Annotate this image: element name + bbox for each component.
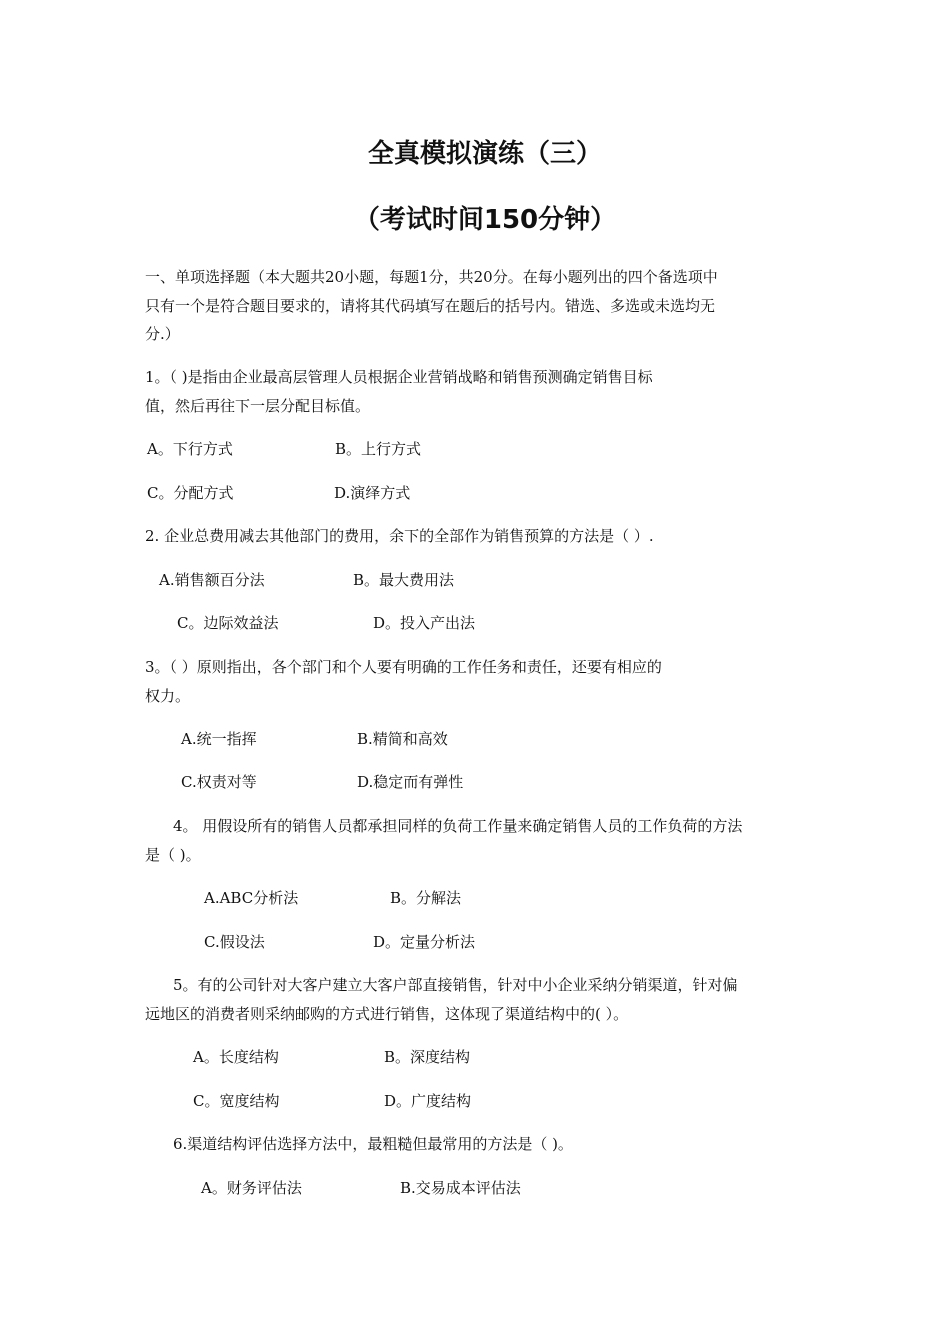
- question-1-option-c: C。分配方式: [147, 484, 234, 502]
- document-title: 全真模拟演练（三）: [367, 139, 602, 169]
- question-5-option-c: C。宽度结构: [193, 1092, 280, 1110]
- question-6-option-b: B.交易成本评估法: [400, 1179, 521, 1197]
- question-1-option-a: A。下行方式: [147, 440, 233, 458]
- question-2-option-a: A.销售额百分法: [159, 571, 265, 589]
- question-2-option-c: C。边际效益法: [177, 614, 279, 632]
- question-4-option-c: C.假设法: [204, 933, 265, 951]
- question-1-option-b: B。上行方式: [335, 440, 422, 458]
- question-3-stem-line-1: 3。（ ）原则指出，各个部门和个人要有明确的工作任务和责任，还要有相应的: [145, 658, 662, 676]
- document-subtitle: （考试时间150分钟）: [353, 205, 617, 235]
- question-6-stem-line-1: 6.渠道结构评估选择方法中，最粗糙但最常用的方法是（ )。: [173, 1135, 573, 1153]
- question-6-option-a: A。财务评估法: [201, 1179, 302, 1197]
- question-5-option-d: D。广度结构: [384, 1092, 472, 1110]
- question-3-option-d: D.稳定而有弹性: [357, 773, 464, 791]
- question-5-stem-line-1: 5。有的公司针对大客户建立大客户部直接销售，针对中小企业采纳分销渠道，针对偏: [173, 976, 738, 994]
- question-4-option-d: D。定量分析法: [373, 933, 476, 951]
- question-4-stem-line-1: 4。 用假设所有的销售人员都承担同样的负荷工作量来确定销售人员的工作负荷的方法: [173, 817, 743, 835]
- question-5-option-b: B。深度结构: [384, 1048, 471, 1066]
- question-2-stem-line-1: 2. 企业总费用减去其他部门的费用，余下的全部作为销售预算的方法是（ ）.: [145, 527, 654, 545]
- section-heading-line-1: 一、单项选择题（本大题共20小题，每题1分，共20分。在每小题列出的四个备选项中: [145, 268, 718, 286]
- question-4-option-a: A.ABC分析法: [204, 889, 299, 907]
- question-1-stem-line-2: 值，然后再往下一层分配目标值。: [145, 397, 371, 415]
- question-3-stem-line-2: 权力。: [145, 687, 191, 705]
- question-4-option-b: B。分解法: [390, 889, 462, 907]
- question-3-option-a: A.统一指挥: [181, 730, 257, 748]
- question-1-option-d: D.演绎方式: [334, 484, 411, 502]
- question-3-option-c: C.权责对等: [181, 773, 257, 791]
- question-1-stem-line-1: 1。（ )是指由企业最高层管理人员根据企业营销战略和销售预测确定销售目标: [145, 368, 653, 386]
- question-5-option-a: A。长度结构: [193, 1048, 279, 1066]
- section-heading-line-3: 分.）: [145, 325, 180, 343]
- question-3-option-b: B.精简和高效: [357, 730, 448, 748]
- section-heading-line-2: 只有一个是符合题目要求的，请将其代码填写在题后的括号内。错选、多选或未选均无: [145, 297, 716, 315]
- question-2-option-b: B。最大费用法: [353, 571, 455, 589]
- question-4-stem-line-2: 是（ )。: [145, 846, 201, 864]
- question-2-option-d: D。投入产出法: [373, 614, 476, 632]
- question-5-stem-line-2: 远地区的消费者则采纳邮购的方式进行销售，这体现了渠道结构中的( ）。: [145, 1005, 629, 1023]
